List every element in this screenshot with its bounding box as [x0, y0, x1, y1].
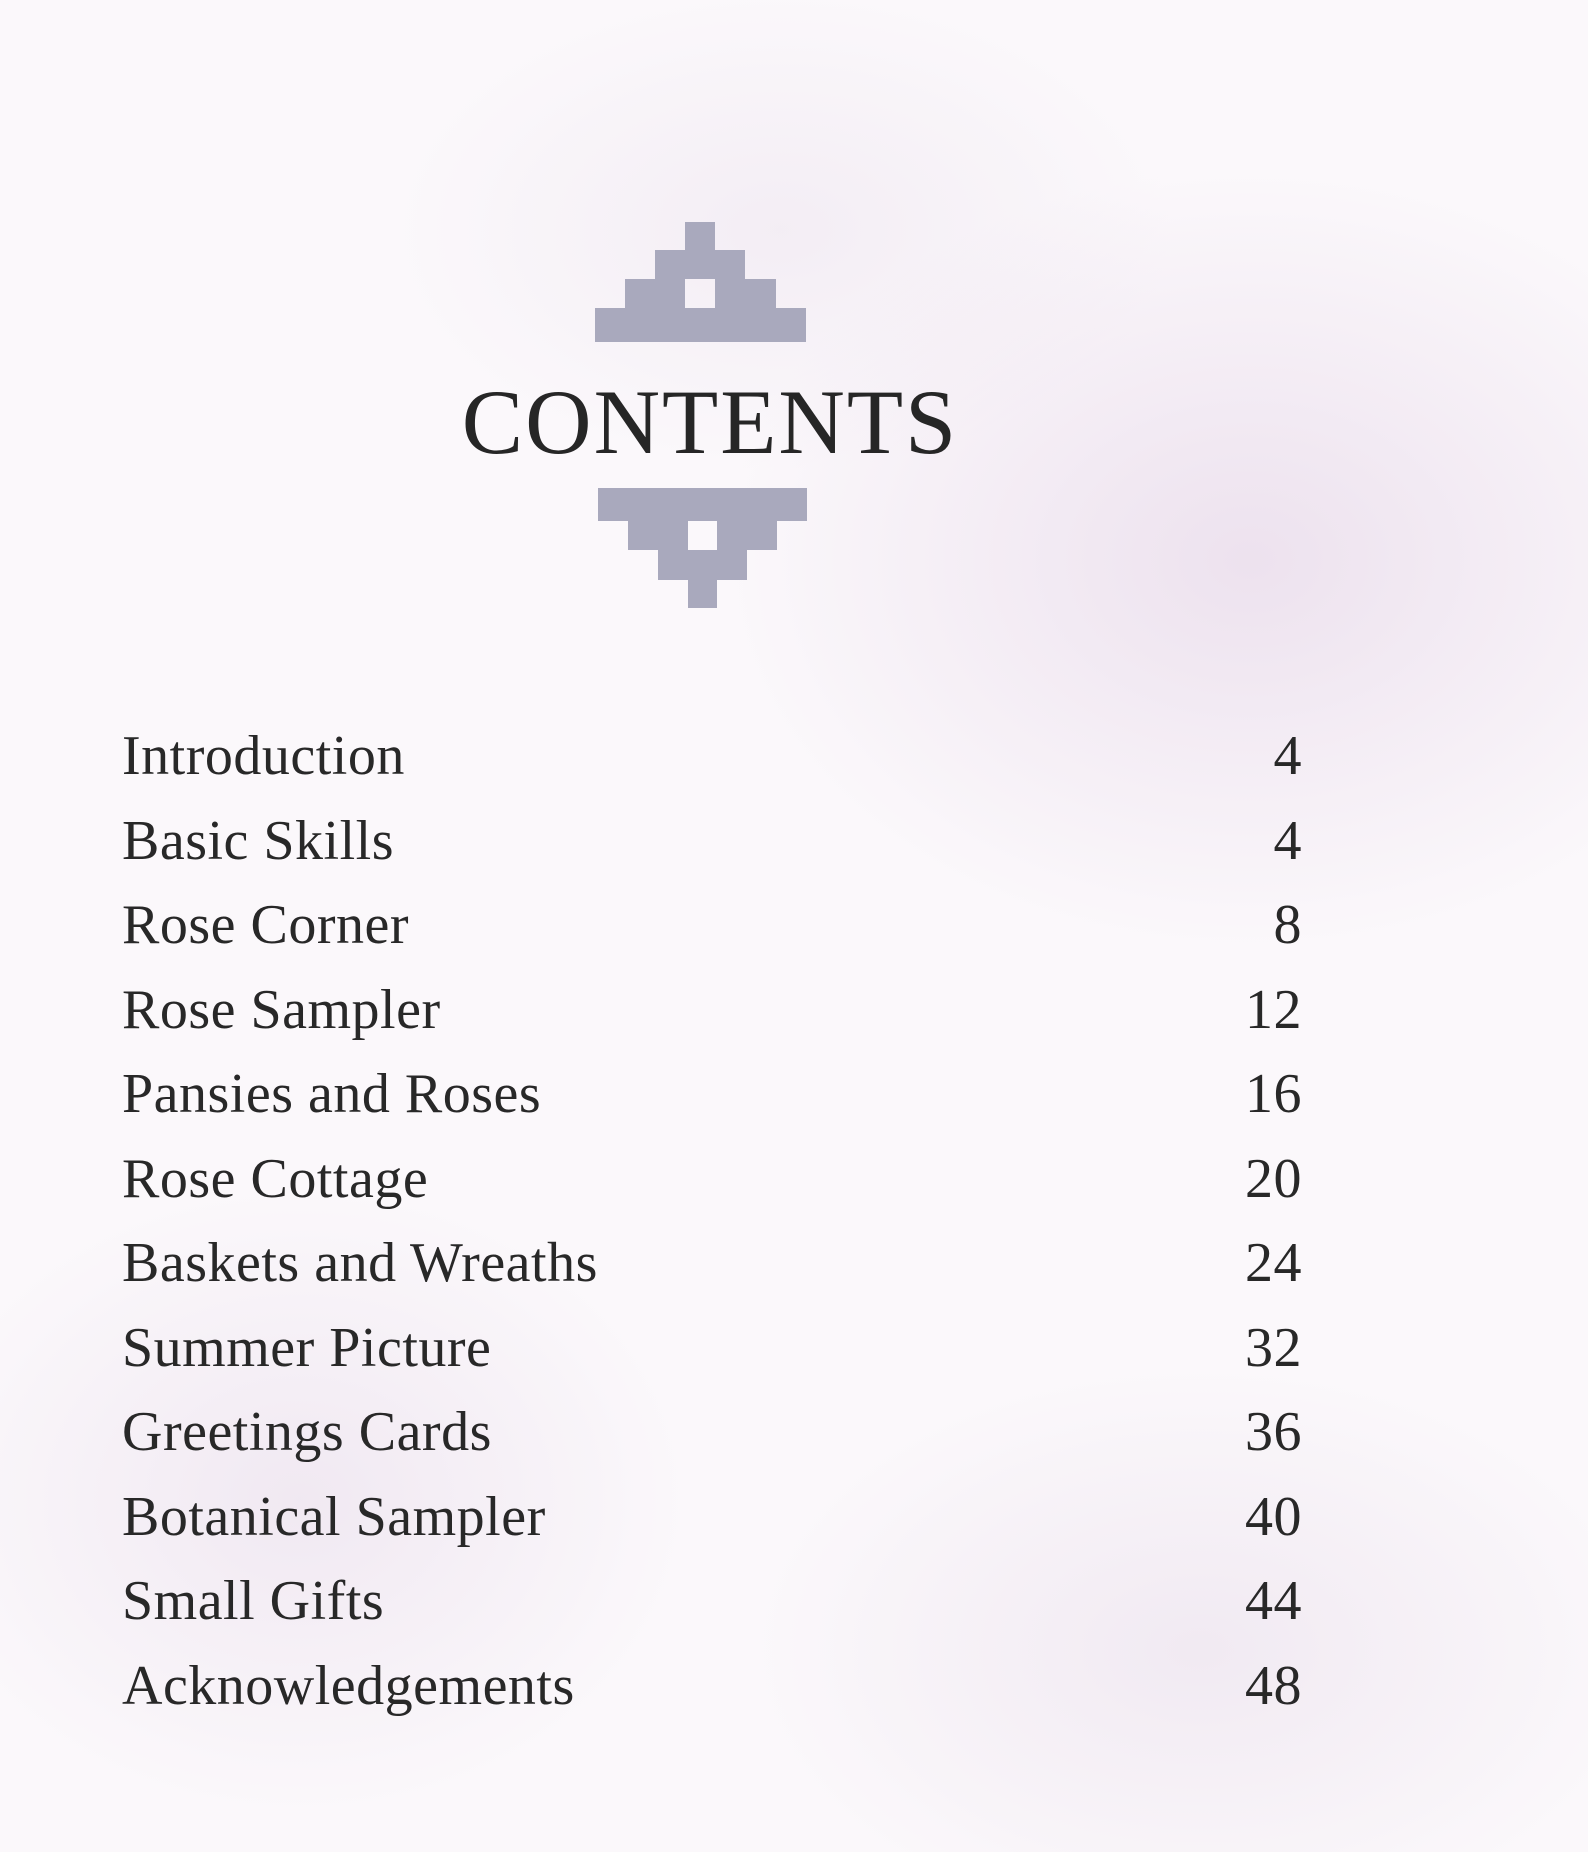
toc-entry-label: Basic Skills: [122, 809, 395, 872]
toc-entry: [122, 799, 1302, 884]
toc-entry-label: Pansies and Roses: [122, 1063, 542, 1125]
toc-entry: [122, 1390, 1302, 1475]
toc-entry-page-number: 36: [1245, 1401, 1302, 1463]
toc-entry-page-number: 32: [1245, 1316, 1302, 1379]
toc-entry-label: Rose Sampler: [122, 978, 441, 1041]
toc-entry-page-number: 8: [1273, 894, 1302, 956]
toc-entry: [122, 968, 1302, 1053]
toc-entry-label: Acknowledgements: [122, 1654, 575, 1717]
toc-entry-page-number: 12: [1245, 978, 1302, 1041]
toc-entry-label: Greetings Cards: [122, 1401, 492, 1463]
toc-entry: [122, 1137, 1302, 1222]
page-title: CONTENTS: [461, 371, 959, 473]
toc-entry-page-number: 4: [1273, 725, 1302, 787]
toc-entry-label: Rose Corner: [122, 894, 410, 956]
toc-entry-label: Rose Cottage: [122, 1147, 429, 1210]
toc-entry-label: Small Gifts: [122, 1570, 385, 1632]
toc-entry: [122, 1559, 1302, 1644]
toc-entry: [122, 1052, 1302, 1137]
toc-entry-page-number: 20: [1245, 1147, 1302, 1210]
toc-entry-label: Botanical Sampler: [122, 1485, 546, 1548]
toc-entry-label: Introduction: [122, 725, 405, 787]
toc-entry-page-number: 40: [1245, 1485, 1302, 1548]
toc-entry: [122, 1644, 1302, 1729]
toc-entry-page-number: 44: [1245, 1570, 1302, 1632]
toc-entry-page-number: 16: [1245, 1063, 1302, 1125]
toc-entry: [122, 1221, 1302, 1306]
toc-entry-page-number: 24: [1245, 1232, 1302, 1294]
table-of-contents: [122, 714, 1302, 1728]
toc-entry-page-number: 48: [1245, 1654, 1302, 1717]
toc-entry-label: Summer Picture: [122, 1316, 492, 1379]
toc-entry-page-number: 4: [1273, 809, 1302, 872]
toc-entry: [122, 1306, 1302, 1391]
toc-entry: [122, 714, 1302, 799]
toc-entry: [122, 1475, 1302, 1560]
toc-entry-label: Baskets and Wreaths: [122, 1232, 598, 1294]
toc-entry: [122, 883, 1302, 968]
